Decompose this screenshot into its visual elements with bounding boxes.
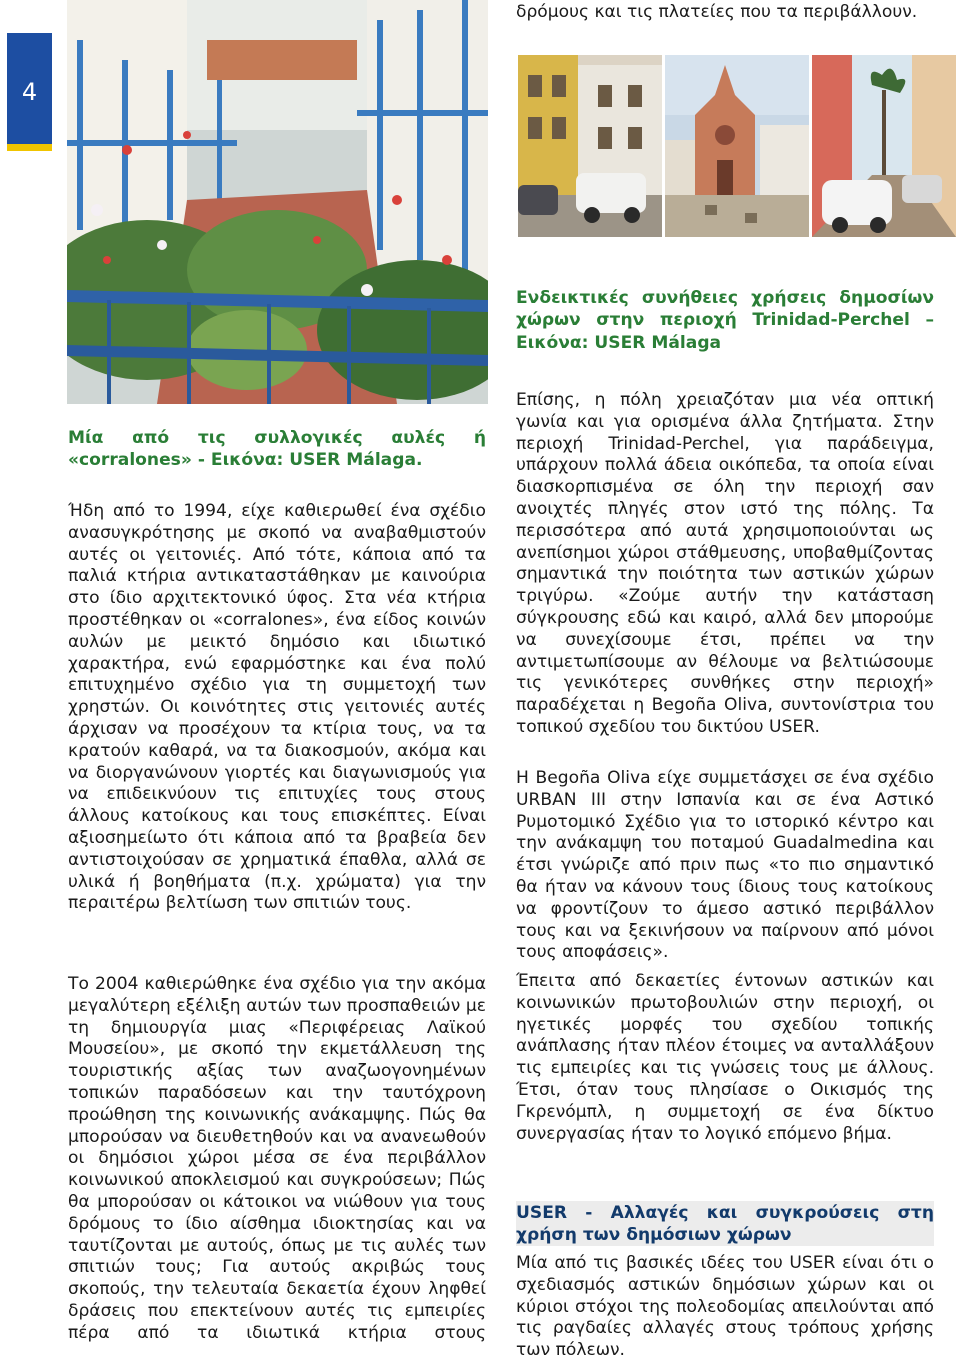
street-photo-3: [812, 55, 956, 237]
courtyard-caption-line1: Μία από τις συλλογικές αυλές ή: [68, 428, 486, 448]
courtyard-caption-line2: «corralones» - Εικόνα: USER Málaga.: [68, 450, 423, 471]
street-photo-2: [665, 55, 809, 237]
right-paragraph-1: Επίσης, η πόλη χρειαζόταν μια νέα οπτική γωνία και για ορισμένα άλλα ζητήματα. Στην περιοχή Trinidad-Perchel, για παράδειγμα, υπάρχουν πολλά άδεια οικόπεδα, τα οποία είναι διασκορπισμένα σε όλη την περιοχή σαν ανοιχτές πληγές στον ιστό της πόλης. Τα περισσότερα από αυτά χρησιμοποιούνται ως ανεπίσημοι χώροι στάθμευσης, υποβαθμίζοντας σημαντικά την ποιότητα των αστικών χώρων τριγύρω. «Ζούμε αυτήν την κατάσταση σύγκρουσης εδώ και καιρό, αλλά δεν μπορούμε να συνεχίσουμε έτσι, πρέπει να την αντιμετωπίσουμε αν θέλουμε να βελτιώσουμε τις γενικότερες συνθήκες στην περιοχή» παραδέχεται η Begoña Oliva, συντονίστρια του τοπικού σχεδίου του δικτύου USER.: [516, 390, 934, 737]
street-caption: Ενδεικτικές συνήθειες χρήσεις δημοσίων χώρων στην περιοχή Trinidad-Perchel – Εικόνα: USER Málaga: [516, 288, 934, 353]
section-title: USER - Αλλαγές και συγκρούσεις στη χρήση των δημόσιων χώρων: [516, 1203, 934, 1245]
page-number-badge: 4: [7, 33, 52, 151]
right-paragraph-4: Μία από τις βασικές ιδέες του USER είναι ότι ο σχεδιασμός αστικών δημόσιων χώρων και οι κύριοι στόχοι της πολεοδομίας απειλούνται από τις ραγδαίες αλλαγές στους τρόπους χρήσης των πόλεων.: [516, 1253, 934, 1361]
courtyard-photo: [67, 0, 488, 404]
left-paragraph-1: Ήδη από το 1994, είχε καθιερωθεί ένα σχέδιο ανασυγκρότησης με σκοπό να αναβαθμιστούν αυτές οι γειτονιές. Από τότε, κάποια από τα παλιά κτήρια αντικαταστάθηκαν με καινούρια στο ίδιο αρχιτεκτονικό ύφος. Στα νέα κτήρια προστέθηκαν οι «corralones», ένα είδος κοινών αυλών με μεικτό δημόσιο και ιδιωτικό χαρακτήρα, ενώ εφαρμόστηκε και ένα πολύ επιτυχημένο σχέδιο για τη συμμετοχή των χρηστών. Οι κοινότητες στις γειτονιές αυτές άρχισαν να προσέχουν τα κτίρια τους, να τα κρατούν καθαρά, να τα διακοσμούν, ακόμα και να διοργανώνουν γιορτές και διαγωνισμούς για να επιδεικνύουν τις επιτυχίες τους στους άλλους κατοίκους και τους επισκέπτες. Είναι αξιοσημείωτο ότι κάποια από τα βραβεία δεν αντιστοιχούσαν σε χρηματικά έπαθλα, αλλά σε υλικά ή βοηθήματα (π.χ. χρώματα) για την περαιτέρω βελτίωση των σπιτιών τους.: [68, 501, 486, 914]
left-paragraph-2: Το 2004 καθιερώθηκε ένα σχέδιο για την ακόμα μεγαλύτερη εξέλιξη αυτών των προσπαθειών με τη δημιουργία μιας «Περιφέρειας Λαϊκού Μουσείου», με σκοπό την εκμετάλλευση της τουριστικής αξίας των αναζωογονημένων τοπικών παραδόσεων και την ταυτόχρονη προώθηση της κοινωνικής ανάκαμψης. Πώς θα μπορούσαν να διευθετηθούν και να ανανεωθούν οι δημόσιοι χώροι μέσα σε ένα περιβάλλον κοινωνικού αποκλεισμού και συγκρούσεων; Πώς θα μπορούσαν οι κάτοικοι να νιώθουν για τους δρόμους το ίδιο αίσθημα ιδιοκτησίας και να ταυτίζονται με αυτούς, όπως με τις αυλές των σπιτιών τους; Για αυτούς ακριβώς τους σκοπούς, την τελευταία δεκαετία έχουν ληφθεί δράσεις που επεκτείνουν αυτές τις εμπειρίες πέρα από τα ιδιωτικά κτήρια στους: [68, 974, 486, 1343]
street-photo-1: [518, 55, 662, 237]
right-intro-text: δρόμους και τις πλατείες που τα περιβάλλουν.: [516, 2, 918, 22]
right-paragraph-2: Η Begoña Oliva είχε συμμετάσχει σε ένα σχέδιο URBAN III στην Ισπανία και σε ένα Αστικό Ρυμοτομικό Σχέδιο για το ιστορικό κέντρο και την ανάκαμψη του ποταμού Guadalmedina και έτσι γνώριζε από πριν πως «το πιο σημαντικό θα ήταν να κάνουν τους ίδιους τους κατοίκους να φροντίζουν το άμεσο αστικό περιβάλλον τους και να ξεκινήσουν να παίρνουν από μόνοι τους αποφάσεις».: [516, 768, 934, 963]
right-paragraph-3: Έπειτα από δεκαετίες έντονων αστικών και κοινωνικών πρωτοβουλιών στην περιοχή, οι ηγετικές μορφές του σχεδίου τοπικής ανάπλασης ήταν πλέον έτοιμες να ανταλλάξουν τις εμπειρίες και τις γνώσεις τους με άλλους. Έτσι, όταν τους πλησίασε ο Οικισμός της Γκρενόμπλ, η συμμετοχή σε ένα δίκτυο συνεργασίας ήταν το λογικό επόμενο βήμα.: [516, 971, 934, 1144]
